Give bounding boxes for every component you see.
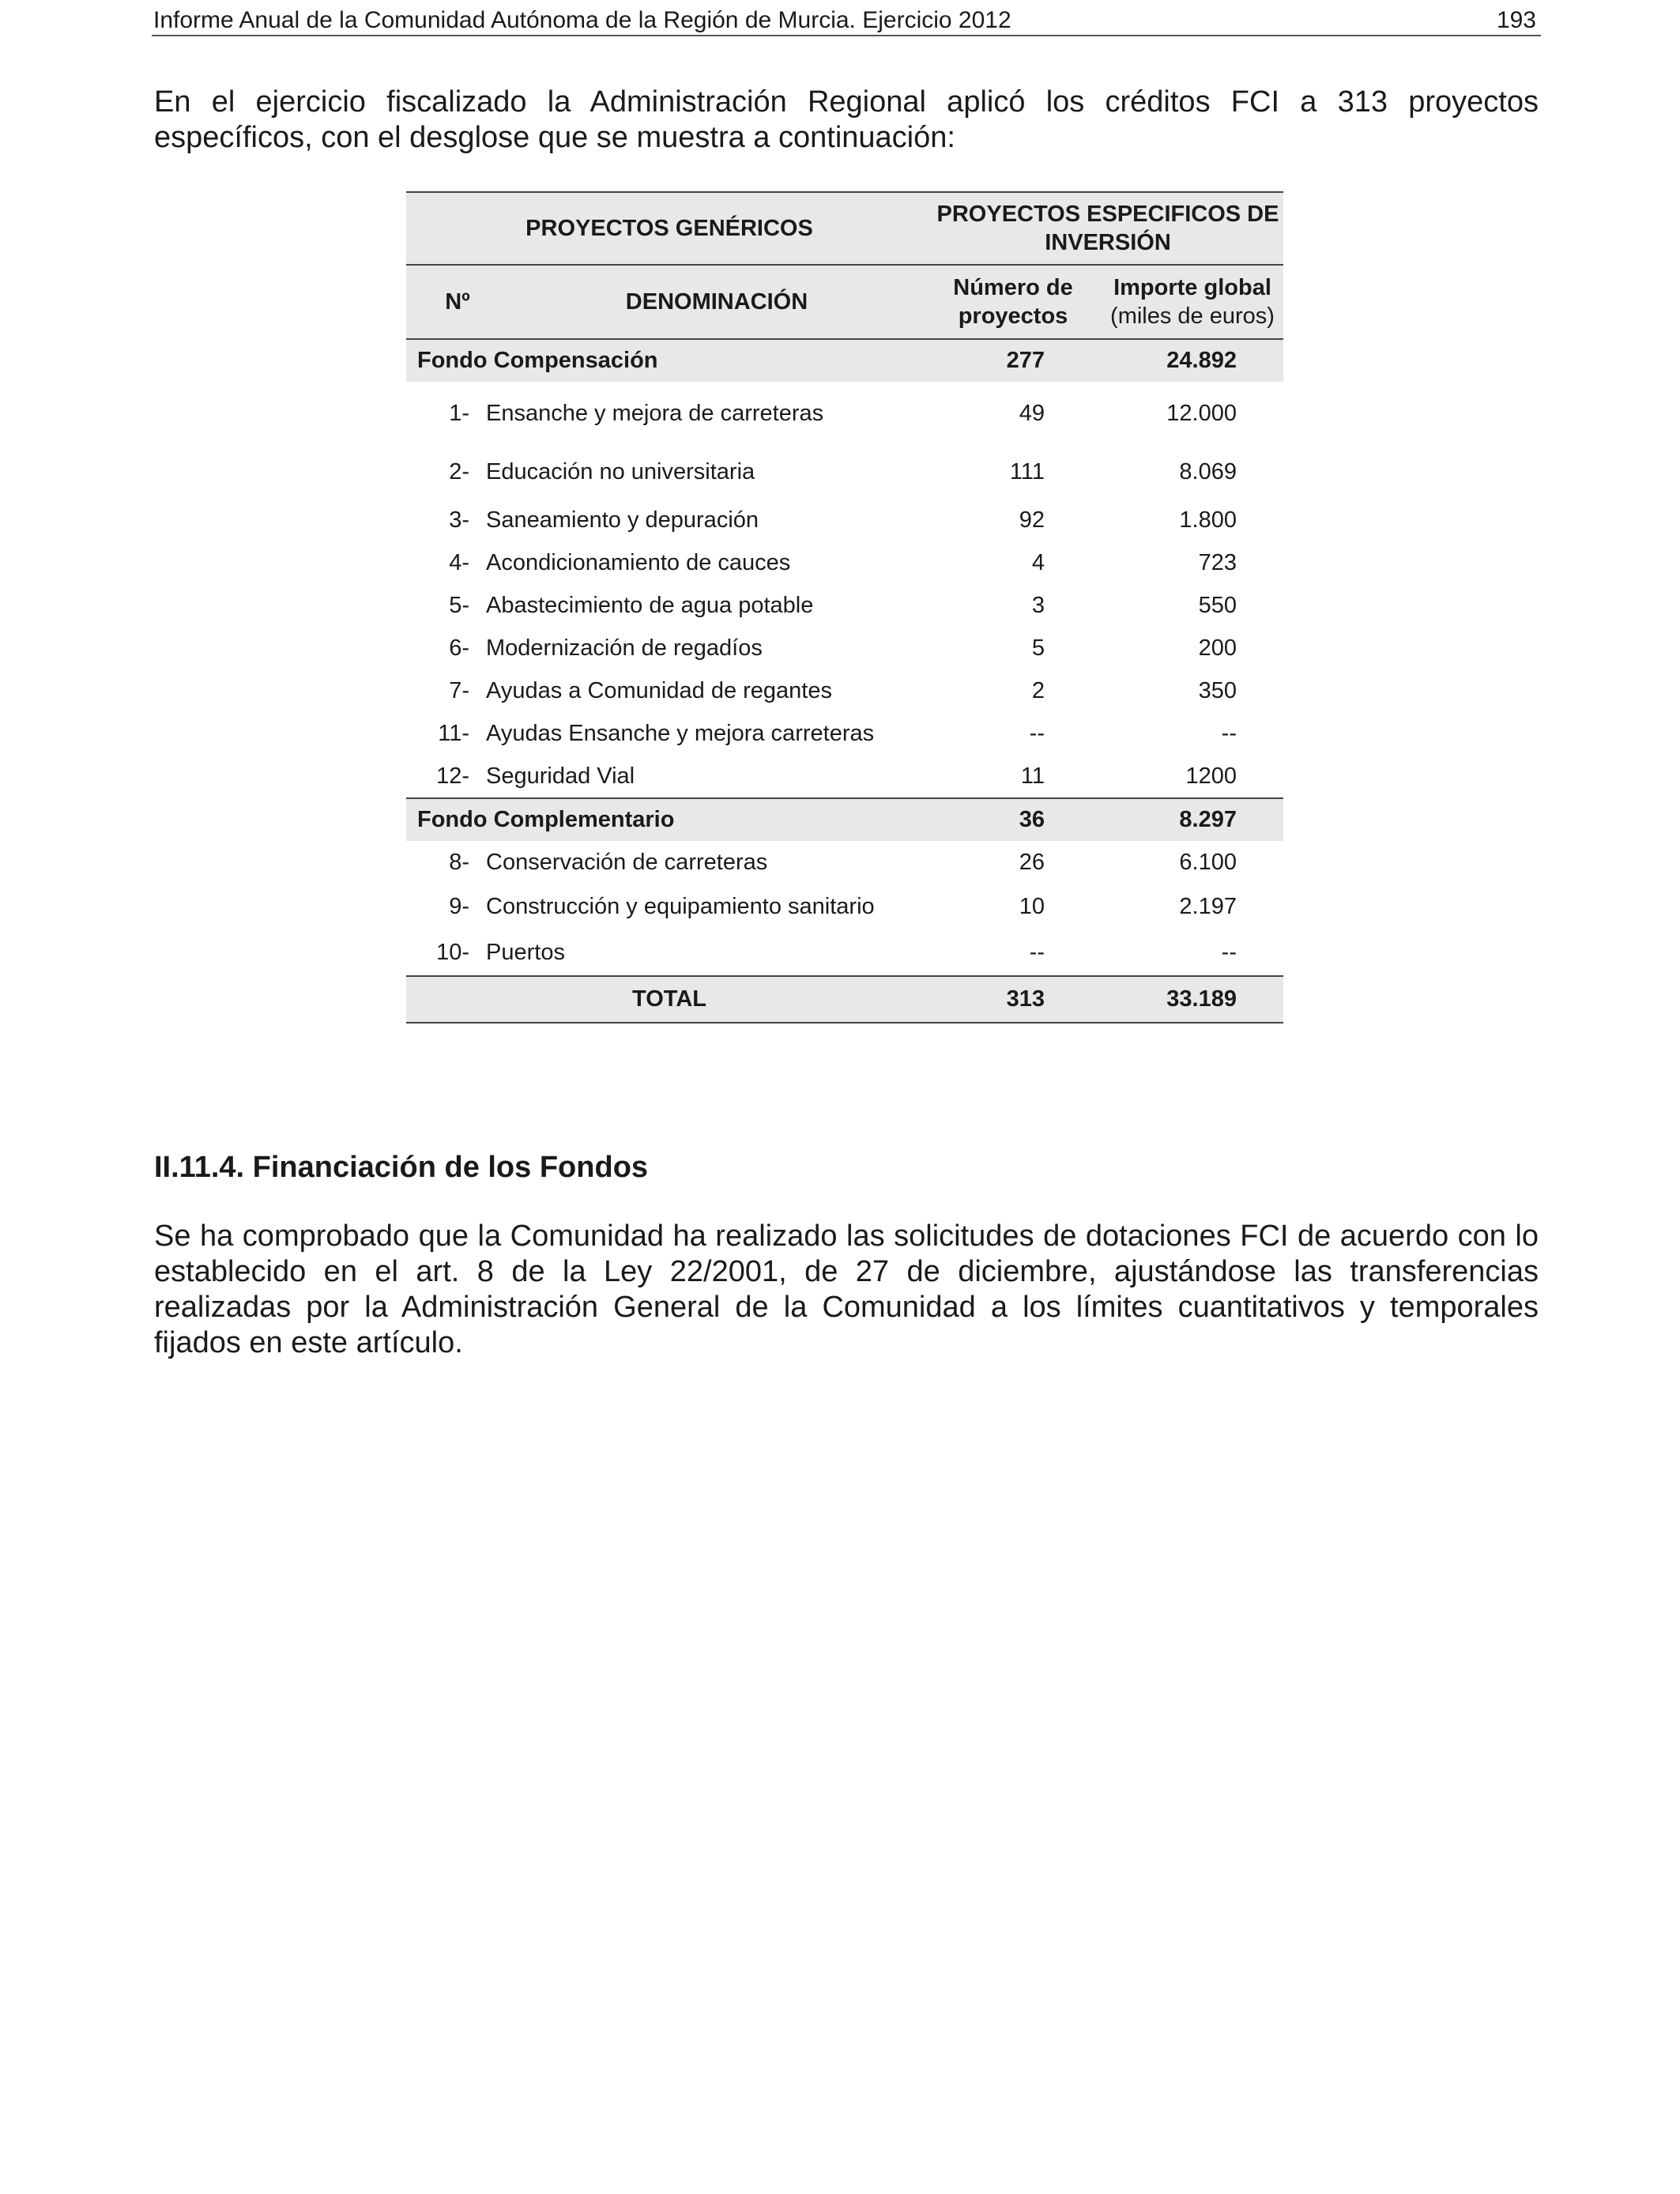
item-number: 10- <box>436 939 469 965</box>
item-count: -- <box>1029 720 1045 746</box>
item-name: Saneamiento y depuración <box>486 507 759 533</box>
item-count: 111 <box>1009 458 1045 484</box>
table-row <box>406 884 1283 929</box>
section-paragraph: Se ha comprobado que la Comunidad ha realizado las solicitudes de dotaciones FCI de acuerdo con lo establecido en el art. 8 de la Ley 22/2001, de 27 de diciembre, ajustándose las transferencias realizadas por la Administración General de la Comunidad a los límites cuantitativos y temporales fijados en este artículo. <box>154 1220 1539 1359</box>
table-row <box>406 712 1283 755</box>
item-count: 3 <box>1031 592 1045 618</box>
col-numero-header: Número de proyectos <box>953 275 1073 329</box>
total-label: TOTAL <box>632 986 706 1012</box>
specific-projects-header: PROYECTOS ESPECIFICOS DE INVERSIÓN <box>936 202 1279 255</box>
item-amount: 550 <box>1198 592 1237 618</box>
item-count: 5 <box>1031 635 1045 661</box>
table-row <box>406 755 1283 799</box>
col-importe-unit: (miles de euros) <box>1110 303 1275 329</box>
page-number: 193 <box>1496 7 1536 33</box>
item-count: 49 <box>1019 400 1045 426</box>
item-name: Ayudas Ensanche y mejora carreteras <box>486 720 875 746</box>
item-number: 9- <box>449 893 469 919</box>
item-amount: 8.069 <box>1179 458 1237 484</box>
item-number: 12- <box>436 763 469 789</box>
group-amount: 24.892 <box>1166 348 1237 373</box>
item-amount: -- <box>1221 939 1237 965</box>
item-name: Abastecimiento de agua potable <box>486 592 814 618</box>
item-number: 11- <box>438 720 469 746</box>
item-name: Ensanche y mejora de carreteras <box>486 400 824 426</box>
table-row <box>406 541 1283 584</box>
item-number: 2- <box>449 458 469 484</box>
total-row <box>406 977 1283 1023</box>
table-row <box>406 382 1283 445</box>
group-row-fondo-compensacion <box>406 340 1283 382</box>
section-heading: II.11.4. Financiación de los Fondos <box>154 1151 649 1184</box>
total-amount: 33.189 <box>1166 986 1237 1012</box>
item-name: Acondicionamiento de cauces <box>486 549 791 575</box>
item-count: 4 <box>1031 549 1045 575</box>
item-amount: 1200 <box>1185 763 1237 789</box>
item-number: 7- <box>449 677 469 703</box>
col-no-header: Nº <box>445 288 470 315</box>
item-count: -- <box>1029 939 1045 965</box>
item-name: Educación no universitaria <box>486 458 755 484</box>
item-amount: 6.100 <box>1179 849 1237 875</box>
group-count: 36 <box>1019 807 1045 832</box>
table-row <box>406 929 1283 977</box>
report-title: Informe Anual de la Comunidad Autónoma de la Región de Murcia. Ejercicio 2012 <box>153 7 1011 33</box>
item-number: 8- <box>449 849 469 875</box>
item-number: 3- <box>449 507 469 533</box>
table-row <box>406 445 1283 499</box>
table-header-row-1 <box>406 191 1283 264</box>
item-name: Puertos <box>486 939 565 965</box>
item-amount: 2.197 <box>1179 893 1237 919</box>
item-name: Construcción y equipamiento sanitario <box>486 893 875 919</box>
item-amount: 723 <box>1198 549 1237 575</box>
table-row <box>406 627 1283 669</box>
generic-projects-header: PROYECTOS GENÉRICOS <box>525 215 813 241</box>
page-header <box>152 5 1541 36</box>
group-row-fondo-complementario <box>406 799 1283 841</box>
item-count: 10 <box>1019 893 1045 919</box>
table-row <box>406 841 1283 884</box>
group-label: Fondo Complementario <box>417 807 675 832</box>
item-name: Ayudas a Comunidad de regantes <box>486 677 832 703</box>
table-row <box>406 584 1283 627</box>
fci-projects-table <box>406 191 1283 1023</box>
col-importe-label: Importe global <box>1113 275 1271 300</box>
table-row <box>406 669 1283 712</box>
item-name: Modernización de regadíos <box>486 635 763 661</box>
total-count: 313 <box>1006 986 1045 1012</box>
item-amount: 12.000 <box>1166 400 1237 426</box>
item-name: Conservación de carreteras <box>486 849 768 875</box>
group-label: Fondo Compensación <box>417 348 658 373</box>
item-amount: 200 <box>1198 635 1237 661</box>
item-count: 26 <box>1019 849 1045 875</box>
table-header-row-2 <box>406 264 1283 340</box>
item-amount: 1.800 <box>1179 507 1237 533</box>
intro-paragraph: En el ejercicio fiscalizado la Administración Regional aplicó los créditos FCI a 313 proyectos específicos, con el desglose que se muestra a continuación: <box>154 85 1539 154</box>
item-count: 11 <box>1020 763 1045 789</box>
col-importe-header <box>1102 266 1283 338</box>
item-number: 4- <box>449 549 469 575</box>
group-count: 277 <box>1006 348 1045 373</box>
item-amount: 350 <box>1198 677 1237 703</box>
col-denominacion-header: DENOMINACIÓN <box>625 288 808 315</box>
group-amount: 8.297 <box>1179 807 1237 832</box>
item-number: 6- <box>449 635 469 661</box>
item-count: 2 <box>1031 677 1045 703</box>
item-number: 1- <box>449 400 469 426</box>
item-name: Seguridad Vial <box>486 763 635 789</box>
item-amount: -- <box>1221 720 1237 746</box>
item-count: 92 <box>1019 507 1045 533</box>
item-number: 5- <box>449 592 469 618</box>
table-row <box>406 499 1283 541</box>
